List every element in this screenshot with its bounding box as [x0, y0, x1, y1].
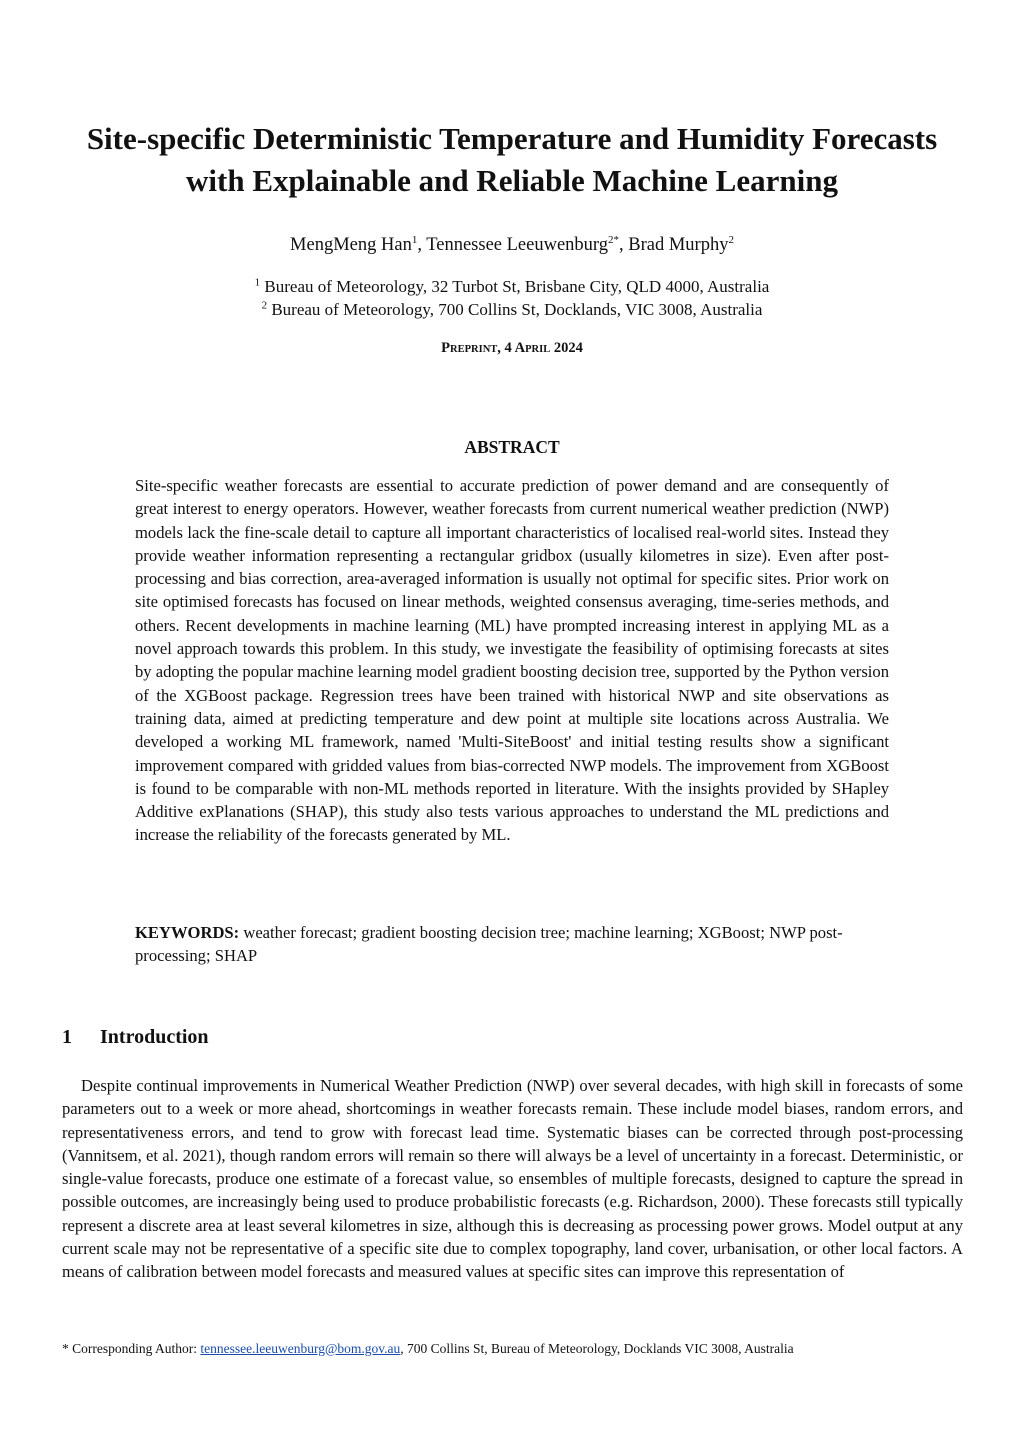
author-affil-mark: 2: [728, 233, 734, 246]
author-list: MengMeng Han$^1$, Tennessee Leeuwenburg$^{2*}$, Brad Murphy$^2$: [290, 233, 734, 255]
title-line-2: with Explainable and Reliable Machine Learning: [186, 163, 838, 198]
keywords-label: KEYWORDS:: [135, 923, 240, 942]
author-name: Tennessee Leeuwenburg: [426, 235, 608, 255]
affiliation-text: Bureau of Meteorology, 32 Turbot St, Brisbane City, QLD 4000, Australia: [264, 277, 770, 296]
paper-title: [40, 118, 984, 202]
section-title: Introduction: [100, 1026, 209, 1048]
affiliation-text: Bureau of Meteorology, 700 Collins St, Docklands, VIC 3008, Australia: [271, 300, 763, 319]
affiliation-mark: 2: [261, 299, 268, 312]
footnote: [62, 1341, 982, 1357]
preprint-date: PREPRINT, 4 APRIL 2024: [441, 340, 583, 356]
keywords: [135, 921, 889, 968]
section-heading: [62, 1026, 209, 1049]
section-number: 1: [62, 1026, 72, 1048]
keywords-text: weather forecast; gradient boosting decision tree; machine learning; XGBoost; NWP post-processing; SHAP: [135, 923, 843, 966]
abstract-body: Site-specific weather forecasts are essential to accurate prediction of power demand and are consequently of great interest to energy operators. However, weather forecasts from current numerical weather prediction (NWP) models lack the fine-scale detail to capture all important characteristics of localised real-world sites. Instead they provide weather information representing a rectangular gridbox (usually kilometres in size). Even after post-processing and bias correction, area-averaged information is usually not optimal for specific sites. Prior work on site optimised forecasts has focused on linear methods, weighted consensus averaging, time-series methods, and others. Recent developments in machine learning (ML) have prompted increasing interest in applying ML as a novel approach towards this problem. In this study, we investigate the feasibility of optimising forecasts at sites by adopting the popular machine learning model gradient boosting decision tree, supported by the Python version of the XGBoost package. Regression trees have been trained with historical NWP and site observations as training data, aimed at predicting temperature and dew point at multiple site locations across Australia. We developed a working ML framework, named 'Multi-SiteBoost' and initial testing results show a significant improvement compared with gridded values from bias-corrected NWP models. The improvement from XGBoost is found to be comparable with non-ML methods reported in literature. With the insights provided by SHapley Additive exPlanations (SHAP), this study also tests various approaches to understand the ML predictions and increase the reliability of the forecasts generated by ML.: [135, 476, 889, 845]
author-name: MengMeng Han: [290, 235, 412, 255]
introduction-paragraph: Despite continual improvements in Numerical Weather Prediction (NWP) over several decades, with high skill in forecasts of some parameters out to a week or more ahead, shortcomings in weather forecasts remain. These include model biases, random errors, and representativeness errors, and tend to grow with forecast lead time. Systematic biases can be corrected through post-processing (Vannitsem, et al. 2021), though random errors will remain so there will always be a level of uncertainty in a forecast. Deterministic, or single-value forecasts, produce one estimate of a forecast value, so ensembles of multiple forecasts, designed to capture the spread in possible outcomes, are increasingly being used to produce probabilistic forecasts (e.g. Richardson, 2000). These forecasts still typically represent a discrete area at least several kilometres in size, although this is decreasing as processing power grows. Model output at any current scale may not be representative of a specific site due to complex topography, land cover, urbanisation, or other local factors. A means of calibration between model forecasts and measured values at specific sites can improve this representation of: [62, 1076, 963, 1282]
author-affil-mark: 1: [411, 233, 418, 246]
email-link[interactable]: tennessee.leeuwenburg@bom.gov.au: [200, 1341, 401, 1356]
affiliation-2: [0, 300, 1024, 320]
footnote-suffix: , 700 Collins St, Bureau of Meteorology, Docklands VIC 3008, Australia: [400, 1341, 794, 1356]
affiliation-1: [0, 277, 1024, 297]
title-line-1: Site-specific Deterministic Temperature and Humidity Forecasts: [86, 121, 938, 156]
author-affil-mark: 2*: [608, 233, 619, 246]
footnote-prefix: * Corresponding Author:: [62, 1341, 201, 1356]
affiliation-mark: 1: [254, 276, 261, 289]
abstract-heading: ABSTRACT: [464, 437, 560, 457]
author-name: Brad Murphy: [628, 235, 729, 255]
